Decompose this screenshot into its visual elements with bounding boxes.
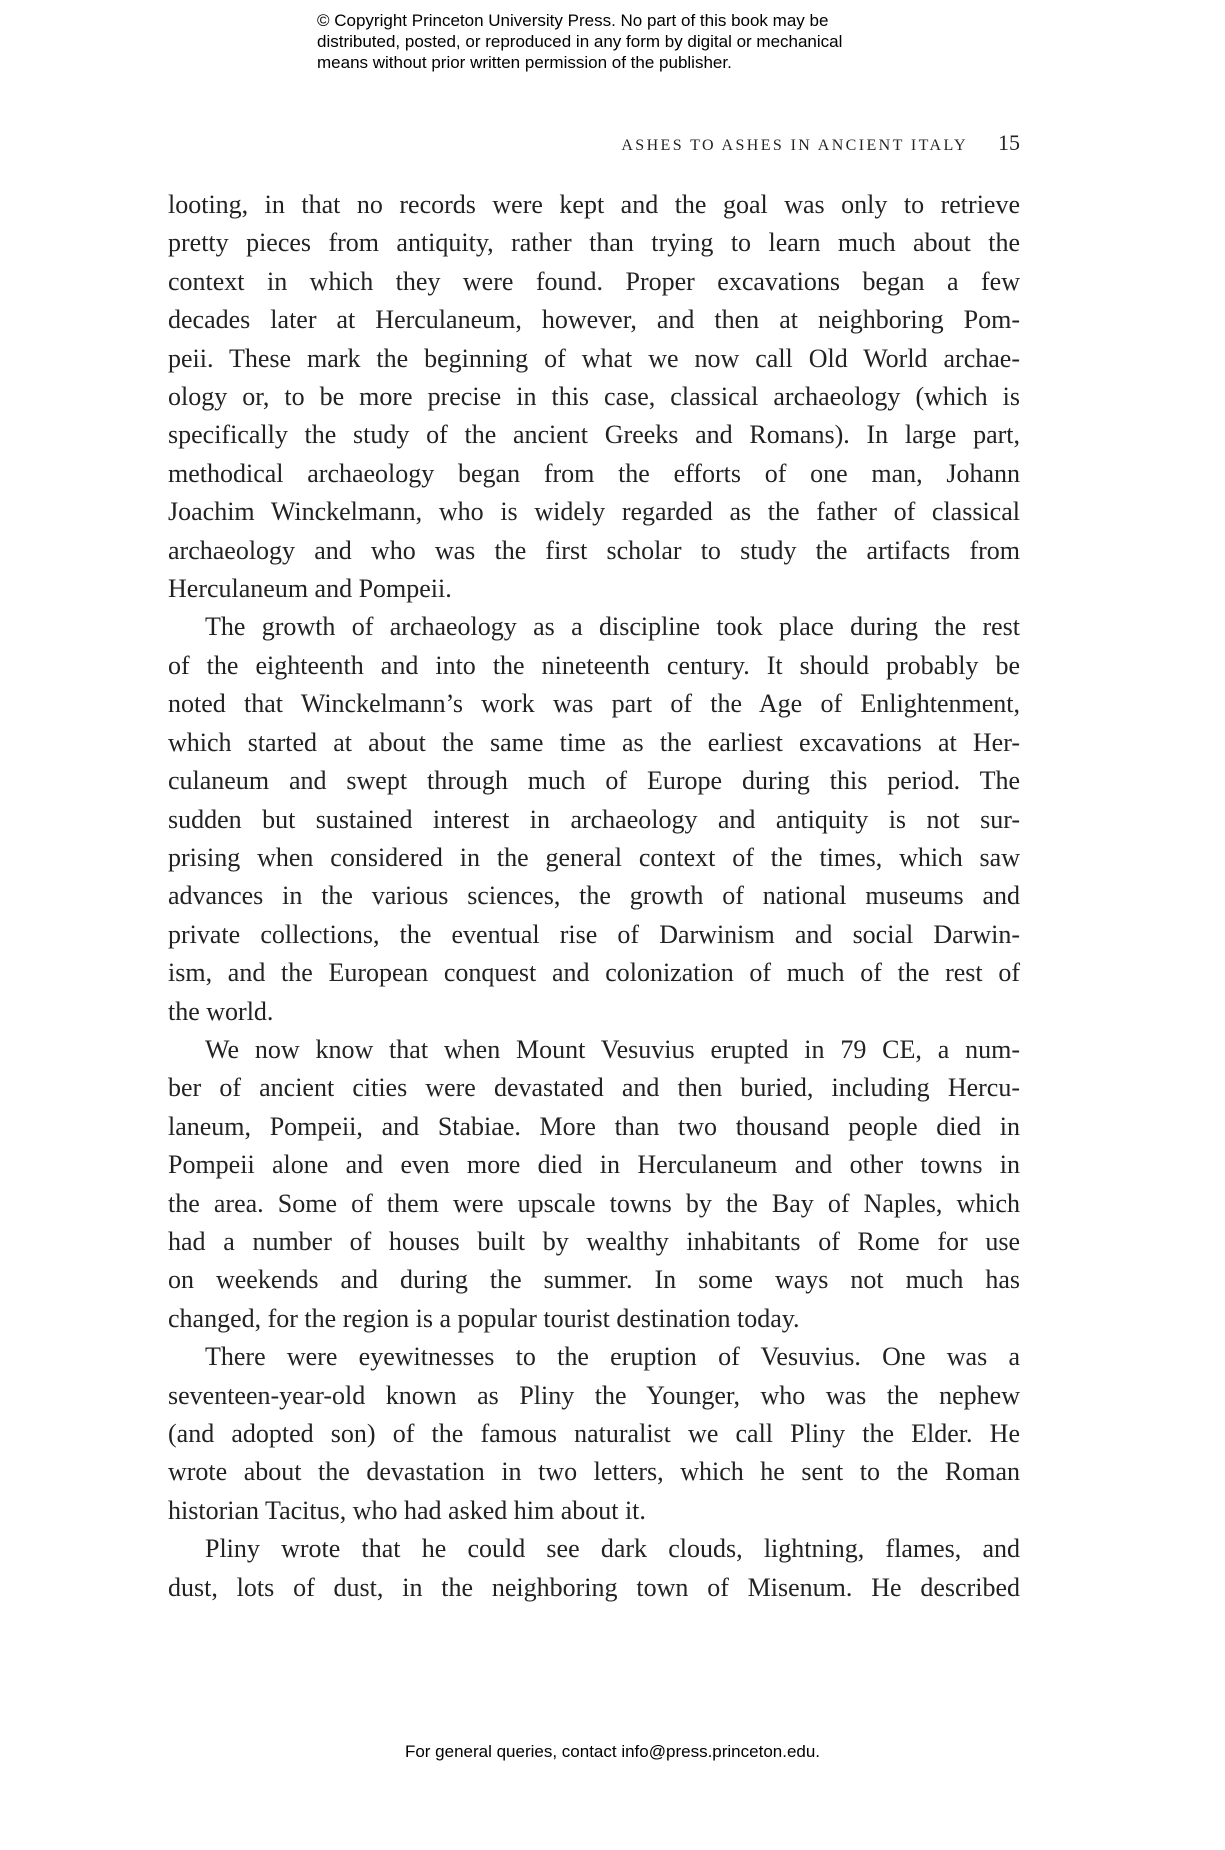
text-line: context in which they were found. Proper excavations began a few	[168, 266, 1020, 296]
text-line: methodical archaeology began from the efforts of one man, Johann	[168, 458, 1020, 488]
paragraph-5	[168, 1530, 1020, 1607]
text-line: culaneum and swept through much of Europe during this period. The	[168, 766, 1020, 796]
text-line: Joachim Winckelmann, who is widely regarded as the father of classical	[168, 497, 1020, 527]
text-line: the area. Some of them were upscale towns by the Bay of Naples, which	[168, 1188, 1020, 1218]
text-line: Pompeii alone and even more died in Herculaneum and other towns in	[168, 1150, 1020, 1180]
text-line: had a number of houses built by wealthy inhabitants of Rome for use	[168, 1226, 1020, 1256]
text-line: The growth of archaeology as a discipline took place during the rest	[205, 612, 1020, 642]
text-line: noted that Winckelmann’s work was part of the Age of Enlightenment,	[168, 689, 1020, 719]
running-head-title: ASHES TO ASHES IN ANCIENT ITALY	[621, 137, 968, 154]
text-line: decades later at Herculaneum, however, and then at neighboring Pom-	[168, 305, 1020, 335]
paragraph-3	[168, 1031, 1020, 1338]
text-line: specifically the study of the ancient Greeks and Romans). In large part,	[168, 420, 1020, 450]
text-line: prising when considered in the general context of the times, which saw	[168, 842, 1020, 872]
text-line: laneum, Pompeii, and Stabiae. More than two thousand people died in	[168, 1111, 1020, 1141]
text-line: Herculaneum and Pompeii.	[168, 574, 452, 604]
text-line: We now know that when Mount Vesuvius erupted in 79 CE, a num-	[205, 1034, 1020, 1064]
text-line: ism, and the European conquest and colonization of much of the rest of	[168, 958, 1020, 988]
text-line: changed, for the region is a popular tourist destination today.	[168, 1303, 800, 1333]
text-line: ber of ancient cities were devastated and then buried, including Hercu-	[168, 1073, 1020, 1103]
paragraph-4	[168, 1338, 1020, 1530]
footer-contact-note: For general queries, contact info@press.princeton.edu.	[404, 1742, 821, 1761]
text-line: There were eyewitnesses to the eruption of Vesuvius. One was a	[205, 1342, 1020, 1372]
text-line: wrote about the devastation in two letters, which he sent to the Roman	[168, 1457, 1020, 1487]
copyright-notice	[317, 10, 957, 73]
copyright-line: means without prior written permission of the publisher.	[317, 53, 732, 72]
paragraph-1	[168, 186, 1020, 608]
paragraph-2	[168, 608, 1020, 1030]
text-line: on weekends and during the summer. In some ways not much has	[168, 1265, 1020, 1295]
running-head	[500, 130, 1020, 156]
text-line: private collections, the eventual rise of Darwinism and social Darwin-	[168, 919, 1020, 949]
text-line: (and adopted son) of the famous naturalist we call Pliny the Elder. He	[168, 1419, 1020, 1448]
text-line: Pliny wrote that he could see dark clouds, lightning, flames, and	[205, 1534, 1020, 1564]
text-line: looting, in that no records were kept and the goal was only to retrieve	[168, 190, 1020, 219]
text-line: sudden but sustained interest in archaeology and antiquity is not sur-	[168, 804, 1020, 834]
text-line: ology or, to be more precise in this case, classical archaeology (which is	[168, 382, 1020, 412]
text-line: seventeen-year-old known as Pliny the Younger, who was the nephew	[168, 1380, 1020, 1410]
copyright-line: distributed, posted, or reproduced in any form by digital or mechanical	[317, 32, 843, 51]
text-line: the world.	[168, 996, 274, 1026]
text-line: dust, lots of dust, in the neighboring town of Misenum. He described	[168, 1572, 1020, 1602]
body-text	[168, 186, 1020, 1607]
text-line: peii. These mark the beginning of what we now call Old World archae-	[168, 343, 1020, 373]
text-line: pretty pieces from antiquity, rather than trying to learn much about the	[168, 228, 1020, 258]
text-line: which started at about the same time as the earliest excavations at Her-	[168, 727, 1020, 757]
page-number: 15	[998, 130, 1020, 155]
text-line: historian Tacitus, who had asked him about it.	[168, 1495, 646, 1525]
copyright-line: © Copyright Princeton University Press. No part of this book may be	[317, 11, 829, 30]
text-line: archaeology and who was the first scholar to study the artifacts from	[168, 535, 1020, 565]
text-line: advances in the various sciences, the growth of national museums and	[168, 881, 1020, 911]
text-line: of the eighteenth and into the nineteenth century. It should probably be	[168, 650, 1020, 680]
